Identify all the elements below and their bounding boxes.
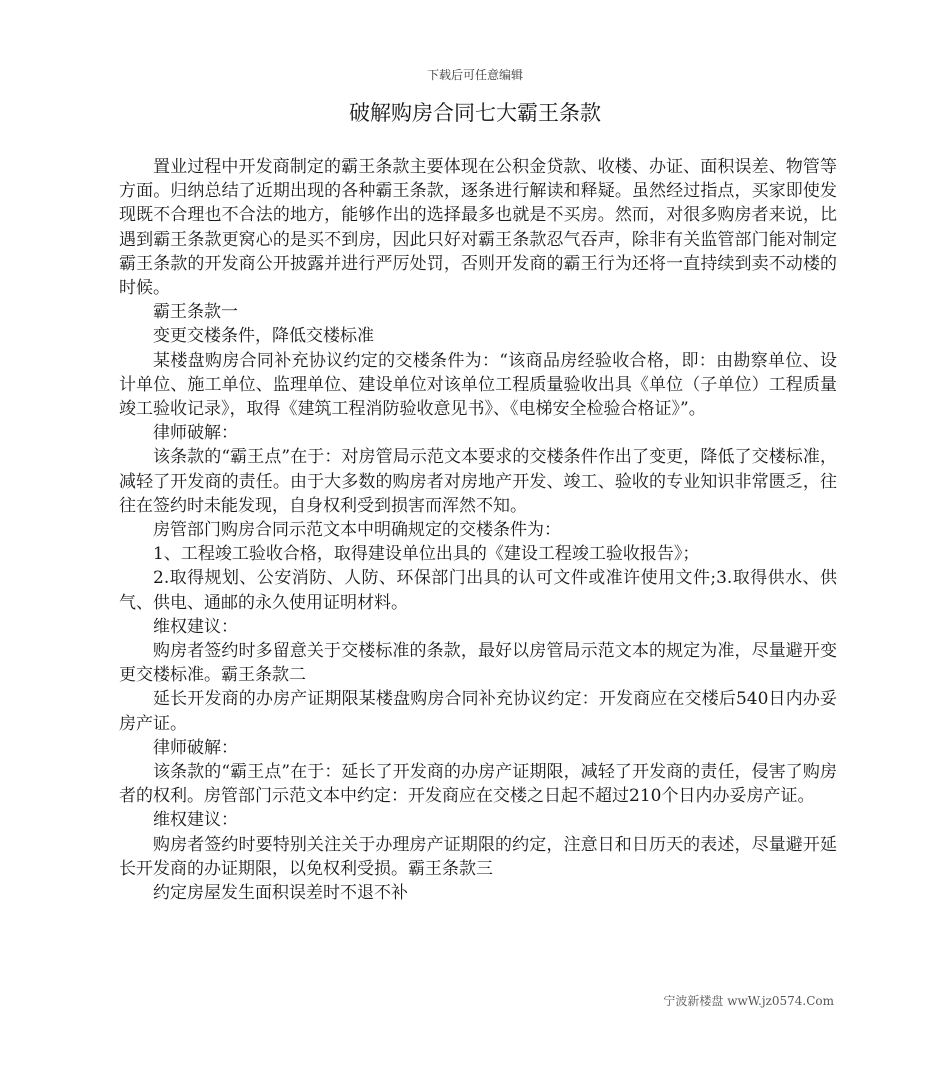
paragraph: 2.取得规划、公安消防、人防、环保部门出具的认可文件或准许使用文件;3.取得供水、供气、供电、通邮的永久使用证明材料。 <box>119 568 837 613</box>
paragraph: 延长开发商的办房产证期限某楼盘购房合同补充协议约定：开发商应在交楼后540日内办妥房产证。 <box>119 689 837 734</box>
paragraph: 置业过程中开发商制定的霸王条款主要体现在公积金贷款、收楼、办证、面积误差、物管等方面。归纳总结了近期出现的各种霸王条款，逐条进行解读和释疑。虽然经过指点，买家即使发现既不合理也不合法的地方，能够作出的选择最多也就是不买房。然而，对很多购房者来说，比遇到霸王条款更窝心的是买不到房，因此只好对霸王条款忍气吞声，除非有关监管部门能对制定霸王条款的开发商公开披露并进行严厉处罚，否则开发商的霸王行为还将一直持续到卖不动楼的时候。 <box>119 157 837 299</box>
paragraph: 1、工程竣工验收合格，取得建设单位出具的《建设工程竣工验收报告》； <box>153 544 700 565</box>
paragraph: 霸王条款一 <box>153 302 238 323</box>
paragraph: 律师破解： <box>153 737 238 758</box>
paragraph: 该条款的“霸王点”在于：延长了开发商的办房产证期限，减轻了开发商的责任，侵害了购房者的权利。房管部门示范文本中约定：开发商应在交楼之日起不超过210个日内办妥房产证。 <box>119 762 837 807</box>
paragraph: 该条款的“霸王点”在于：对房管局示范文本要求的交楼条件作出了变更，降低了交楼标准，减轻了开发商的责任。由于大多数的购房者对房地产开发、竣工、验收的专业知识非常匮乏，往往在签约时未能发现，自身权利受到损害而浑然不知。 <box>119 447 837 516</box>
paragraph: 购房者签约时多留意关于交楼标准的条款，最好以房管局示范文本的规定为准，尽量避开变更交楼标准。霸王条款二 <box>119 641 837 686</box>
download-note: 下载后可任意编辑 <box>426 68 523 82</box>
paragraph: 变更交楼条件，降低交楼标准 <box>153 326 374 347</box>
paragraph: 约定房屋发生面积误差时不退不补 <box>153 883 408 904</box>
footer-watermark: 宁波新楼盘 wwW.jz0574.Com <box>663 994 834 1008</box>
page-title: 破解购房合同七大霸王条款 <box>349 101 601 125</box>
paragraph: 维权建议： <box>153 616 238 637</box>
paragraph: 购房者签约时要特别关注关于办理房产证期限的约定，注意日和日历天的表述，尽量避开延长开发商的办证期限，以免权利受损。霸王条款三 <box>119 834 837 879</box>
paragraph: 某楼盘购房合同补充协议约定的交楼条件为：“该商品房经验收合格，即：由勘察单位、设计单位、施工单位、监理单位、建设单位对该单位工程质量验收出具《单位（子单位）工程质量竣工验收记录》，取得《建筑工程消防验收意见书》、《电梯安全检验合格证》”。 <box>119 350 837 420</box>
paragraph: 律师破解： <box>153 423 238 444</box>
paragraph: 房管部门购房合同示范文本中明确规定的交楼条件为： <box>153 520 561 541</box>
document-body <box>119 155 837 905</box>
paragraph: 维权建议： <box>153 810 238 831</box>
